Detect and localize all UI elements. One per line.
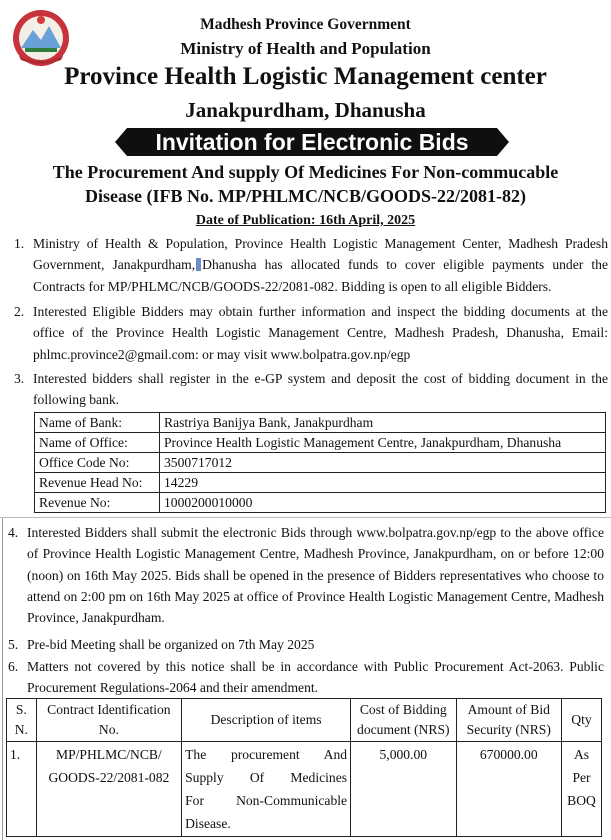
- table-row: [35, 473, 606, 493]
- col-sn: S. N.: [7, 699, 37, 742]
- desc-line: Disease.: [185, 816, 231, 831]
- col-qty: Qty: [562, 699, 602, 742]
- item-number: 3.: [14, 371, 25, 386]
- gov-heading: Madhesh Province Government: [200, 16, 411, 33]
- cell-sn: 1.: [7, 742, 37, 837]
- bank-value: Rastriya Banijya Bank, Janakpurdham: [160, 413, 606, 433]
- subject-line-1: The Procurement And supply Of Medicines For Non-commucable: [52, 162, 559, 182]
- item-text-cont: Dhanusha has allocated funds to cover eligible payments under the Contracts for MP/PHLMC/NCB/GOODS-22/2081-082. Bidding is open to all eligible Bidders.: [33, 257, 608, 294]
- item-number: 5.: [8, 637, 19, 652]
- banner-right-arrow: [497, 128, 509, 156]
- item-number: 1.: [14, 236, 25, 251]
- cell-cost: 5,000.00: [351, 742, 456, 837]
- col-description: Description of items: [182, 699, 351, 742]
- item-text: Interested bidders shall register in the e-GP system and deposit the cost of bidding document in the following bank.: [33, 371, 608, 408]
- item-number: 2.: [14, 304, 25, 319]
- table-row: [35, 453, 606, 473]
- item-text: Interested Eligible Bidders may obtain further information and inspect the bidding documents at the office of the Province Health Logistic Management Centre, Madhesh Pradesh, Dhanusha, Email: phlmc.province2@gmail.com: or may visit www.bolpatra.gov.np/egp: [33, 304, 608, 362]
- banner-left-arrow: [115, 128, 127, 156]
- notice-item-4: [8, 522, 604, 628]
- location-heading: Janakpurdham, Dhanusha: [185, 98, 426, 122]
- item-text: Ministry of Health & Population, Province Health Logistic Management Center, Madhesh Pradesh Government, Janakpurdham,: [33, 236, 608, 273]
- subject-title: [20, 160, 591, 208]
- table-header-row: [7, 699, 602, 742]
- col-security: Amount of Bid Security (NRS): [456, 699, 561, 742]
- bank-label: Revenue No:: [35, 493, 160, 513]
- item-number: 4.: [8, 525, 19, 540]
- item-number: 6.: [8, 659, 19, 674]
- col-contract-id: Contract Identification No.: [36, 699, 181, 742]
- publication-date: Date of Publication: 16th April, 2025: [195, 213, 416, 228]
- bank-value: 1000200010000: [160, 493, 606, 513]
- bank-value: Province Health Logistic Management Centre, Janakpurdham, Dhanusha: [160, 433, 606, 453]
- cell-security: 670000.00: [456, 742, 561, 837]
- center-heading: Province Health Logistic Management center: [64, 63, 547, 90]
- col-cost: Cost of Bidding document (NRS): [351, 699, 456, 742]
- bank-details-table: [34, 412, 606, 513]
- procurement-table: [6, 698, 602, 837]
- bank-label: Name of Office:: [35, 433, 160, 453]
- desc-line: The procurement And: [185, 747, 348, 762]
- bank-value: 3500717012: [160, 453, 606, 473]
- notice-item-3: [14, 368, 608, 411]
- notice-item-1: [14, 233, 608, 297]
- table-row: [35, 433, 606, 453]
- cell-description: [182, 742, 351, 837]
- notice-item-2: [14, 301, 608, 365]
- bank-label: Office Code No:: [35, 453, 160, 473]
- bank-value: 14229: [160, 473, 606, 493]
- notice-item-5: [8, 634, 604, 655]
- desc-line: For Non-Communicable: [185, 793, 348, 808]
- table-row: [7, 742, 602, 837]
- subject-line-2: Disease (IFB No. MP/PHLMC/NCB/GOODS-22/2081-82): [85, 186, 526, 206]
- table-row: [35, 413, 606, 433]
- item-text: Pre-bid Meeting shall be organized on 7th May 2025: [27, 637, 315, 652]
- item-text: Interested Bidders shall submit the electronic Bids through www.bolpatra.gov.np/egp to the above office of Province Health Logistic Management Centre, Madhesh Province, Janakpurdham, on or before 12:00 (noon) on 16th May 2025. Bids shall be opened in the presence of Bidders representatives who choose to attend on 2:00 pm on 16th May 2025 at office of Province Health Logistic Management Centre, Madhesh Province, Janakpurdham.: [27, 525, 604, 626]
- bank-label: Name of Bank:: [35, 413, 160, 433]
- invitation-banner: [0, 128, 611, 158]
- notice-item-6: [8, 656, 604, 699]
- cell-qty: As Per BOQ: [562, 742, 602, 837]
- cell-contract-id: MP/PHLMC/NCB/ GOODS-22/2081-082: [36, 742, 181, 837]
- text-cursor: [196, 258, 201, 271]
- page-edge-line: [2, 518, 3, 840]
- item-text: Matters not covered by this notice shall be in accordance with Public Procurement Act-2063. Public Procurement Regulations-2064 and their amendment.: [27, 659, 604, 696]
- desc-line: Supply Of Medicines: [185, 770, 348, 785]
- bank-label: Revenue Head No:: [35, 473, 160, 493]
- banner-text: Invitation for Electronic Bids: [127, 128, 497, 156]
- ministry-heading: Ministry of Health and Population: [180, 39, 431, 58]
- table-row: [35, 493, 606, 513]
